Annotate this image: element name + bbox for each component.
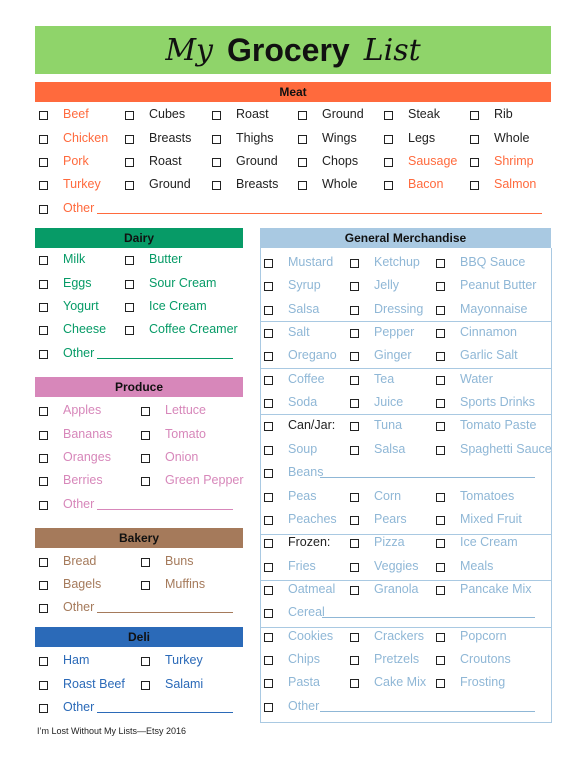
gm-separator-0 xyxy=(260,321,551,322)
produce-header: Produce xyxy=(35,377,243,397)
gm-item-0-0-checkbox[interactable] xyxy=(264,259,273,268)
produce-item-2-0-label: Oranges xyxy=(63,450,111,464)
gm-separator-4 xyxy=(260,580,551,581)
deli-other-line[interactable] xyxy=(97,712,233,713)
deli-item-0-0-label: Ham xyxy=(63,653,90,667)
gm-item-17-0-checkbox[interactable] xyxy=(264,656,273,665)
produce-item-2-0-checkbox[interactable] xyxy=(39,454,48,463)
bakery-other-line[interactable] xyxy=(97,612,233,613)
meat-item-2-2-checkbox[interactable] xyxy=(212,158,221,167)
deli-item-1-0-checkbox[interactable] xyxy=(39,681,48,690)
gm-item-14-2-checkbox[interactable] xyxy=(436,586,445,595)
gm-item-3-1-checkbox[interactable] xyxy=(350,329,359,338)
gm-item-10-0-label: Peas xyxy=(288,489,317,503)
meat-item-2-5-label: Shrimp xyxy=(494,154,534,168)
meat-other-line[interactable] xyxy=(97,213,542,214)
meat-item-2-0-checkbox[interactable] xyxy=(39,158,48,167)
gm-item-2-1-checkbox[interactable] xyxy=(350,306,359,315)
gm-item-8-2-label: Spaghetti Sauce xyxy=(460,442,552,456)
gm-item-2-2-label: Mayonnaise xyxy=(460,302,528,316)
meat-item-2-5-checkbox[interactable] xyxy=(470,158,479,167)
gm-item-10-1-label: Corn xyxy=(374,489,402,503)
meat-item-3-0-label: Turkey xyxy=(63,177,101,191)
dairy-other-checkbox[interactable] xyxy=(39,350,48,359)
meat-item-2-3-checkbox[interactable] xyxy=(298,158,307,167)
gm-item-13-1-label: Veggies xyxy=(374,559,419,573)
meat-item-3-3-label: Whole xyxy=(322,177,358,191)
gm-item-4-2-checkbox[interactable] xyxy=(436,352,445,361)
meat-item-2-1-label: Roast xyxy=(149,154,182,168)
meat-item-0-3-checkbox[interactable] xyxy=(298,111,307,120)
dairy-item-0-0-label: Milk xyxy=(63,252,86,266)
gm-item-13-2-label: Meals xyxy=(460,559,494,573)
dairy-item-0-1-label: Butter xyxy=(149,252,183,266)
meat-other-checkbox[interactable] xyxy=(39,205,48,214)
dairy-item-1-0-checkbox[interactable] xyxy=(39,280,48,289)
meat-item-1-2-checkbox[interactable] xyxy=(212,135,221,144)
meat-item-2-4-checkbox[interactable] xyxy=(384,158,393,167)
dairy-item-1-1-checkbox[interactable] xyxy=(125,280,134,289)
gm-item-5-2-label: Water xyxy=(460,372,493,386)
produce-item-1-1-label: Tomato xyxy=(165,427,206,441)
produce-other-line[interactable] xyxy=(97,509,233,510)
footer-credit: I’m Lost Without My Lists—Etsy 2016 xyxy=(37,726,187,736)
gm-item-18-0-label: Pasta xyxy=(288,675,320,689)
bakery-item-0-0-label: Bread xyxy=(63,554,97,568)
gm-item-4-2-label: Garlic Salt xyxy=(460,348,518,362)
gm-item-1-1-label: Jelly xyxy=(374,278,400,292)
gm-item-3-2-label: Cinnamon xyxy=(460,325,517,339)
gm-separator-1 xyxy=(260,368,551,369)
gm-item-0-1-label: Ketchup xyxy=(374,255,420,269)
meat-item-3-2-label: Breasts xyxy=(236,177,279,191)
dairy-item-0-1-checkbox[interactable] xyxy=(125,256,134,265)
gm-item-8-0-label: Soup xyxy=(288,442,318,456)
gm-item-11-2-checkbox[interactable] xyxy=(436,516,445,525)
dairy-item-2-1-label: Ice Cream xyxy=(149,299,207,313)
produce-item-1-0-checkbox[interactable] xyxy=(39,431,48,440)
deli-item-1-1-checkbox[interactable] xyxy=(141,681,150,690)
gm-item-3-0-checkbox[interactable] xyxy=(264,329,273,338)
gm-item-8-0-checkbox[interactable] xyxy=(264,446,273,455)
deli-item-0-0-checkbox[interactable] xyxy=(39,657,48,666)
gm-item-19-0-label: Other xyxy=(288,699,320,713)
meat-item-0-4-checkbox[interactable] xyxy=(384,111,393,120)
gm-item-3-1-label: Pepper xyxy=(374,325,415,339)
meat-item-1-4-checkbox[interactable] xyxy=(384,135,393,144)
gm-item-12-1-label: Pizza xyxy=(374,535,405,549)
gm-item-19-0-checkbox[interactable] xyxy=(264,703,273,712)
gm-item-4-0-label: Oregano xyxy=(288,348,337,362)
gm-item-0-1-checkbox[interactable] xyxy=(350,259,359,268)
bakery-item-1-0-label: Bagels xyxy=(63,577,102,591)
produce-item-0-0-checkbox[interactable] xyxy=(39,407,48,416)
gm-item-6-0-checkbox[interactable] xyxy=(264,399,273,408)
gm-item-16-0-checkbox[interactable] xyxy=(264,633,273,642)
gm-item-17-2-checkbox[interactable] xyxy=(436,656,445,665)
gm-item-9-0-checkbox[interactable] xyxy=(264,469,273,478)
deli-header: Deli xyxy=(35,627,243,647)
gm-item-14-0-label: Oatmeal xyxy=(288,582,336,596)
meat-item-3-2-checkbox[interactable] xyxy=(212,181,221,190)
meat-item-3-4-label: Bacon xyxy=(408,177,444,191)
meat-item-2-4-label: Sausage xyxy=(408,154,458,168)
gm-item-1-0-label: Syrup xyxy=(288,278,321,292)
gm-line-9[interactable] xyxy=(320,477,535,478)
gm-item-16-2-label: Popcorn xyxy=(460,629,507,643)
meat-item-2-0-label: Pork xyxy=(63,154,89,168)
gm-item-11-1-label: Pears xyxy=(374,512,407,526)
gm-item-11-0-checkbox[interactable] xyxy=(264,516,273,525)
gm-item-11-2-label: Mixed Fruit xyxy=(460,512,522,526)
gm-header: General Merchandise xyxy=(260,228,551,248)
bakery-item-1-1-checkbox[interactable] xyxy=(141,581,150,590)
gm-item-8-2-checkbox[interactable] xyxy=(436,446,445,455)
title-banner xyxy=(35,26,551,74)
dairy-item-3-1-label: Coffee Creamer xyxy=(149,322,238,336)
produce-item-1-1-checkbox[interactable] xyxy=(141,431,150,440)
dairy-other-line[interactable] xyxy=(97,358,233,359)
meat-item-0-1-label: Cubes xyxy=(149,107,186,121)
meat-item-1-4-label: Legs xyxy=(408,131,436,145)
meat-item-0-0-checkbox[interactable] xyxy=(39,111,48,120)
meat-item-1-2-label: Thighs xyxy=(236,131,274,145)
produce-item-2-1-checkbox[interactable] xyxy=(141,454,150,463)
produce-other-label: Other xyxy=(63,497,95,511)
gm-item-1-2-label: Peanut Butter xyxy=(460,278,537,292)
meat-item-3-5-checkbox[interactable] xyxy=(470,181,479,190)
gm-item-5-1-checkbox[interactable] xyxy=(350,376,359,385)
title-my: My xyxy=(165,32,213,68)
gm-item-18-2-label: Frosting xyxy=(460,675,506,689)
dairy-item-0-0-checkbox[interactable] xyxy=(39,256,48,265)
gm-line-19[interactable] xyxy=(320,711,535,712)
gm-item-4-1-checkbox[interactable] xyxy=(350,352,359,361)
gm-item-7-0-checkbox[interactable] xyxy=(264,422,273,431)
gm-item-7-1-label: Tuna xyxy=(374,418,403,432)
deli-item-0-1-checkbox[interactable] xyxy=(141,657,150,666)
gm-item-12-0-label: Frozen: xyxy=(288,535,331,549)
meat-header: Meat xyxy=(35,82,551,102)
gm-item-18-2-checkbox[interactable] xyxy=(436,679,445,688)
bakery-other-label: Other xyxy=(63,600,95,614)
meat-item-3-0-checkbox[interactable] xyxy=(39,181,48,190)
deli-item-1-0-label: Roast Beef xyxy=(63,677,125,691)
gm-item-18-0-checkbox[interactable] xyxy=(264,679,273,688)
gm-item-12-2-checkbox[interactable] xyxy=(436,539,445,548)
gm-item-16-1-checkbox[interactable] xyxy=(350,633,359,642)
gm-item-1-1-checkbox[interactable] xyxy=(350,282,359,291)
gm-item-17-0-label: Chips xyxy=(288,652,320,666)
produce-item-2-1-label: Onion xyxy=(165,450,199,464)
dairy-item-1-0-label: Eggs xyxy=(63,276,92,290)
dairy-header: Dairy xyxy=(35,228,243,248)
produce-item-1-0-label: Bananas xyxy=(63,427,113,441)
gm-item-7-2-label: Tomato Paste xyxy=(460,418,537,432)
gm-separator-2 xyxy=(260,414,551,415)
produce-item-0-0-label: Apples xyxy=(63,403,102,417)
gm-item-12-2-label: Ice Cream xyxy=(460,535,518,549)
dairy-other-label: Other xyxy=(63,346,95,360)
meat-item-2-2-label: Ground xyxy=(236,154,278,168)
gm-item-10-2-label: Tomatoes xyxy=(460,489,515,503)
gm-item-2-0-checkbox[interactable] xyxy=(264,306,273,315)
title-list: List xyxy=(363,32,421,68)
gm-item-3-0-label: Salt xyxy=(288,325,310,339)
gm-item-2-2-checkbox[interactable] xyxy=(436,306,445,315)
gm-item-0-2-checkbox[interactable] xyxy=(436,259,445,268)
dairy-item-2-1-checkbox[interactable] xyxy=(125,303,134,312)
produce-item-3-0-label: Berries xyxy=(63,473,103,487)
produce-item-3-0-checkbox[interactable] xyxy=(39,477,48,486)
gm-item-6-1-checkbox[interactable] xyxy=(350,399,359,408)
meat-item-3-3-checkbox[interactable] xyxy=(298,181,307,190)
produce-item-0-1-checkbox[interactable] xyxy=(141,407,150,416)
dairy-item-2-0-label: Yogurt xyxy=(63,299,99,313)
meat-item-0-4-label: Steak xyxy=(408,107,440,121)
dairy-item-1-1-label: Sour Cream xyxy=(149,276,217,290)
gm-item-5-0-checkbox[interactable] xyxy=(264,376,273,385)
gm-item-17-2-label: Croutons xyxy=(460,652,511,666)
dairy-item-3-0-checkbox[interactable] xyxy=(39,326,48,335)
produce-item-3-1-label: Green Pepper xyxy=(165,473,244,487)
meat-item-1-5-label: Whole xyxy=(494,131,530,145)
gm-item-14-0-checkbox[interactable] xyxy=(264,586,273,595)
gm-item-4-0-checkbox[interactable] xyxy=(264,352,273,361)
gm-item-14-1-label: Granola xyxy=(374,582,419,596)
gm-item-2-0-label: Salsa xyxy=(288,302,320,316)
meat-item-1-1-checkbox[interactable] xyxy=(125,135,134,144)
gm-item-8-1-label: Salsa xyxy=(374,442,406,456)
gm-item-10-1-checkbox[interactable] xyxy=(350,493,359,502)
gm-item-5-2-checkbox[interactable] xyxy=(436,376,445,385)
gm-item-1-0-checkbox[interactable] xyxy=(264,282,273,291)
deli-item-1-1-label: Salami xyxy=(165,677,204,691)
meat-item-0-5-label: Rib xyxy=(494,107,513,121)
meat-item-3-1-checkbox[interactable] xyxy=(125,181,134,190)
gm-item-12-1-checkbox[interactable] xyxy=(350,539,359,548)
meat-item-0-1-checkbox[interactable] xyxy=(125,111,134,120)
bakery-item-1-0-checkbox[interactable] xyxy=(39,581,48,590)
gm-item-5-0-label: Coffee xyxy=(288,372,325,386)
gm-item-16-1-label: Crackers xyxy=(374,629,425,643)
dairy-item-2-0-checkbox[interactable] xyxy=(39,303,48,312)
bakery-item-0-0-checkbox[interactable] xyxy=(39,558,48,567)
gm-item-1-2-checkbox[interactable] xyxy=(436,282,445,291)
gm-item-9-0-label: Beans xyxy=(288,465,324,479)
gm-item-4-1-label: Ginger xyxy=(374,348,412,362)
meat-item-0-5-checkbox[interactable] xyxy=(470,111,479,120)
gm-item-0-2-label: BBQ Sauce xyxy=(460,255,526,269)
gm-item-7-2-checkbox[interactable] xyxy=(436,422,445,431)
gm-item-7-1-checkbox[interactable] xyxy=(350,422,359,431)
gm-item-16-0-label: Cookies xyxy=(288,629,334,643)
meat-item-1-3-checkbox[interactable] xyxy=(298,135,307,144)
gm-item-14-1-checkbox[interactable] xyxy=(350,586,359,595)
meat-item-3-5-label: Salmon xyxy=(494,177,537,191)
gm-item-15-0-checkbox[interactable] xyxy=(264,609,273,618)
gm-item-16-2-checkbox[interactable] xyxy=(436,633,445,642)
gm-item-18-1-checkbox[interactable] xyxy=(350,679,359,688)
gm-item-8-1-checkbox[interactable] xyxy=(350,446,359,455)
meat-item-1-3-label: Wings xyxy=(322,131,357,145)
gm-item-6-0-label: Soda xyxy=(288,395,318,409)
gm-item-2-1-label: Dressing xyxy=(374,302,424,316)
meat-item-1-5-checkbox[interactable] xyxy=(470,135,479,144)
meat-item-0-3-label: Ground xyxy=(322,107,364,121)
gm-item-0-0-label: Mustard xyxy=(288,255,334,269)
meat-item-3-1-label: Ground xyxy=(149,177,191,191)
gm-item-10-0-checkbox[interactable] xyxy=(264,493,273,502)
gm-item-10-2-checkbox[interactable] xyxy=(436,493,445,502)
gm-item-13-2-checkbox[interactable] xyxy=(436,563,445,572)
meat-item-2-3-label: Chops xyxy=(322,154,359,168)
gm-item-5-1-label: Tea xyxy=(374,372,395,386)
gm-item-18-1-label: Cake Mix xyxy=(374,675,427,689)
gm-item-17-1-label: Pretzels xyxy=(374,652,420,666)
gm-item-17-1-checkbox[interactable] xyxy=(350,656,359,665)
title-grocery: Grocery xyxy=(226,31,350,68)
gm-line-15[interactable] xyxy=(322,617,535,618)
gm-item-13-0-checkbox[interactable] xyxy=(264,563,273,572)
meat-item-2-1-checkbox[interactable] xyxy=(125,158,134,167)
deli-other-label: Other xyxy=(63,700,95,714)
deli-other-checkbox[interactable] xyxy=(39,704,48,713)
meat-item-1-1-label: Breasts xyxy=(149,131,192,145)
meat-item-0-2-checkbox[interactable] xyxy=(212,111,221,120)
gm-item-13-0-label: Fries xyxy=(288,559,316,573)
gm-item-6-2-label: Sports Drinks xyxy=(460,395,536,409)
produce-other-checkbox[interactable] xyxy=(39,501,48,510)
produce-item-3-1-checkbox[interactable] xyxy=(141,477,150,486)
meat-item-0-0-label: Beef xyxy=(63,107,89,121)
dairy-item-3-1-checkbox[interactable] xyxy=(125,326,134,335)
produce-item-0-1-label: Lettuce xyxy=(165,403,207,417)
gm-item-7-0-label: Can/Jar: xyxy=(288,418,336,432)
meat-item-0-2-label: Roast xyxy=(236,107,269,121)
gm-item-6-2-checkbox[interactable] xyxy=(436,399,445,408)
dairy-item-3-0-label: Cheese xyxy=(63,322,107,336)
gm-item-14-2-label: Pancake Mix xyxy=(460,582,532,596)
bakery-header: Bakery xyxy=(35,528,243,548)
gm-item-6-1-label: Juice xyxy=(374,395,404,409)
bakery-item-1-1-label: Muffins xyxy=(165,577,206,591)
gm-separator-5 xyxy=(260,627,551,628)
meat-item-3-4-checkbox[interactable] xyxy=(384,181,393,190)
meat-item-1-0-checkbox[interactable] xyxy=(39,135,48,144)
gm-item-11-0-label: Peaches xyxy=(288,512,337,526)
bakery-item-0-1-checkbox[interactable] xyxy=(141,558,150,567)
gm-item-11-1-checkbox[interactable] xyxy=(350,516,359,525)
gm-item-13-1-checkbox[interactable] xyxy=(350,563,359,572)
bakery-item-0-1-label: Buns xyxy=(165,554,194,568)
gm-item-3-2-checkbox[interactable] xyxy=(436,329,445,338)
bakery-other-checkbox[interactable] xyxy=(39,604,48,613)
gm-item-15-0-label: Cereal xyxy=(288,605,325,619)
gm-item-12-0-checkbox[interactable] xyxy=(264,539,273,548)
meat-item-1-0-label: Chicken xyxy=(63,131,109,145)
deli-item-0-1-label: Turkey xyxy=(165,653,203,667)
meat-other-label: Other xyxy=(63,201,95,215)
